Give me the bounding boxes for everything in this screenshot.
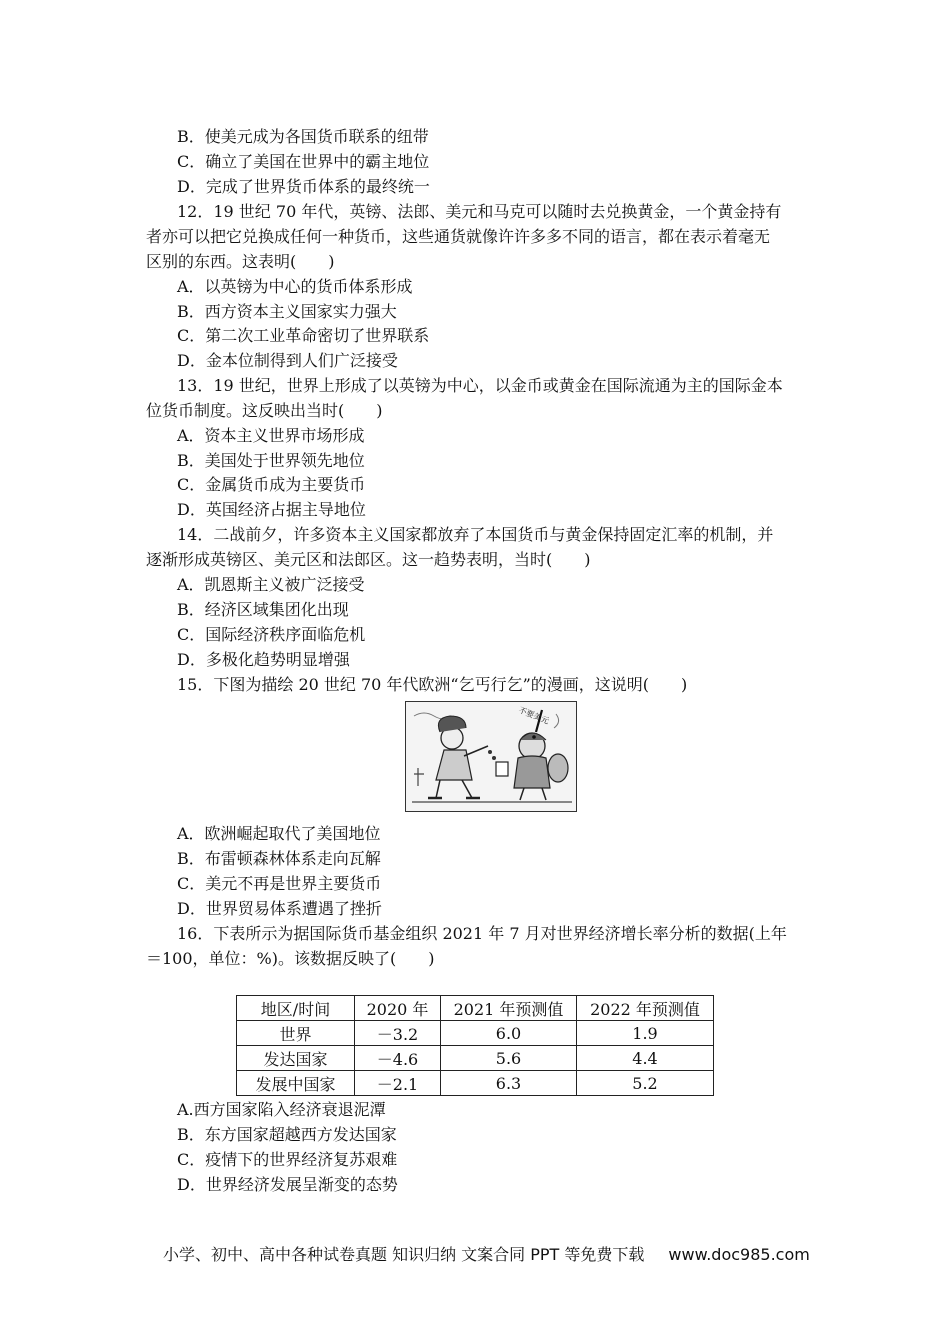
table-row xyxy=(237,1021,714,1046)
q16-option-a: A.西方国家陷入经济衰退泥潭 xyxy=(177,1100,386,1119)
table-cell: 6.0 xyxy=(441,1021,577,1046)
q14-option-c: C．国际经济秩序面临危机 xyxy=(177,625,366,644)
growth-rate-table xyxy=(236,995,714,1096)
table-cell: 5.2 xyxy=(577,1071,714,1096)
q12-stem-line-3: 区别的东西。这表明( ) xyxy=(146,252,335,271)
table-row xyxy=(237,1071,714,1096)
q12-option-d: D．金本位制得到人们广泛接受 xyxy=(177,351,398,370)
table-row xyxy=(237,1046,714,1071)
q11-option-d: D．完成了世界货币体系的最终统一 xyxy=(177,177,430,196)
q13-stem-line-2: 位货币制度。这反映出当时( ) xyxy=(146,401,383,420)
q15-option-d: D．世界贸易体系遭遇了挫折 xyxy=(177,899,382,918)
cartoon-speech-text: 不要美元 xyxy=(517,705,551,726)
footer-link[interactable]: www.doc985.com xyxy=(668,1245,810,1264)
table-cell: 发达国家 xyxy=(237,1046,355,1071)
table-cell: 1.9 xyxy=(577,1021,714,1046)
q12-option-b: B．西方资本主义国家实力强大 xyxy=(177,302,397,321)
q15-option-c: C．美元不再是世界主要货币 xyxy=(177,874,382,893)
q16-option-b: B．东方国家超越西方发达国家 xyxy=(177,1125,397,1144)
q16-option-d: D．世界经济发展呈渐变的态势 xyxy=(177,1175,398,1194)
q11-option-c: C．确立了美国在世界中的霸主地位 xyxy=(177,152,430,171)
q11-option-b: B．使美元成为各国货币联系的纽带 xyxy=(177,127,429,146)
q13-stem-line-1: 13．19 世纪，世界上形成了以英镑为中心，以金币或黄金在国际流通为主的国际金本 xyxy=(177,376,783,395)
table-cell: 4.4 xyxy=(577,1046,714,1071)
table-header-cell: 地区/时间 xyxy=(237,996,355,1021)
q12-option-c: C．第二次工业革命密切了世界联系 xyxy=(177,326,430,345)
q14-option-b: B．经济区域集团化出现 xyxy=(177,600,349,619)
table-cell: －4.6 xyxy=(355,1046,441,1071)
q15-option-a: A．欧洲崛起取代了美国地位 xyxy=(177,824,381,843)
table-header-cell: 2020 年 xyxy=(355,996,441,1021)
cartoon-drawing xyxy=(406,702,577,812)
q13-option-a: A．资本主义世界市场形成 xyxy=(177,426,365,445)
page-footer xyxy=(163,1245,810,1265)
q13-option-d: D．英国经济占据主导地位 xyxy=(177,500,366,519)
table-cell: －2.1 xyxy=(355,1071,441,1096)
table-cell: 发展中国家 xyxy=(237,1071,355,1096)
table-cell: 6.3 xyxy=(441,1071,577,1096)
q16-stem-line-1: 16．下表所示为据国际货币基金组织 2021 年 7 月对世界经济增长率分析的数据(上年 xyxy=(177,924,787,943)
q14-option-a: A．凯恩斯主义被广泛接受 xyxy=(177,575,365,594)
q12-option-a: A．以英镑为中心的货币体系形成 xyxy=(177,277,413,296)
q14-stem-line-1: 14．二战前夕，许多资本主义国家都放弃了本国货币与黄金保持固定汇率的机制，并 xyxy=(177,525,774,544)
q15-option-b: B．布雷顿森林体系走向瓦解 xyxy=(177,849,381,868)
q14-stem-line-2: 逐渐形成英镑区、美元区和法郎区。这一趋势表明，当时( ) xyxy=(146,550,591,569)
q13-option-b: B．美国处于世界领先地位 xyxy=(177,451,365,470)
q14-option-d: D．多极化趋势明显增强 xyxy=(177,650,350,669)
q12-stem-line-2: 者亦可以把它兑换成任何一种货币，这些通货就像许许多多不同的语言，都在表示着毫无 xyxy=(146,227,771,246)
table-cell: 5.6 xyxy=(441,1046,577,1071)
table-cell: 世界 xyxy=(237,1021,355,1046)
table-header-cell: 2021 年预测值 xyxy=(441,996,577,1021)
q16-stem-line-2: ＝100，单位：%)。该数据反映了( ) xyxy=(146,949,435,968)
q13-option-c: C．金属货币成为主要货币 xyxy=(177,475,366,494)
footer-text: 小学、初中、高中各种试卷真题 知识归纳 文案合同 PPT 等免费下载 xyxy=(163,1245,645,1264)
table-header-row xyxy=(237,996,714,1021)
table-cell: －3.2 xyxy=(355,1021,441,1046)
table-header-cell: 2022 年预测值 xyxy=(577,996,714,1021)
q12-stem-line-1: 12．19 世纪 70 年代，英镑、法郎、美元和马克可以随时去兑换黄金，一个黄金持有 xyxy=(177,202,782,221)
cartoon-image xyxy=(405,701,577,812)
q16-option-c: C．疫情下的世界经济复苏艰难 xyxy=(177,1150,398,1169)
q15-stem: 15．下图为描绘 20 世纪 70 年代欧洲“乞丐行乞”的漫画，这说明( ) xyxy=(177,675,688,694)
